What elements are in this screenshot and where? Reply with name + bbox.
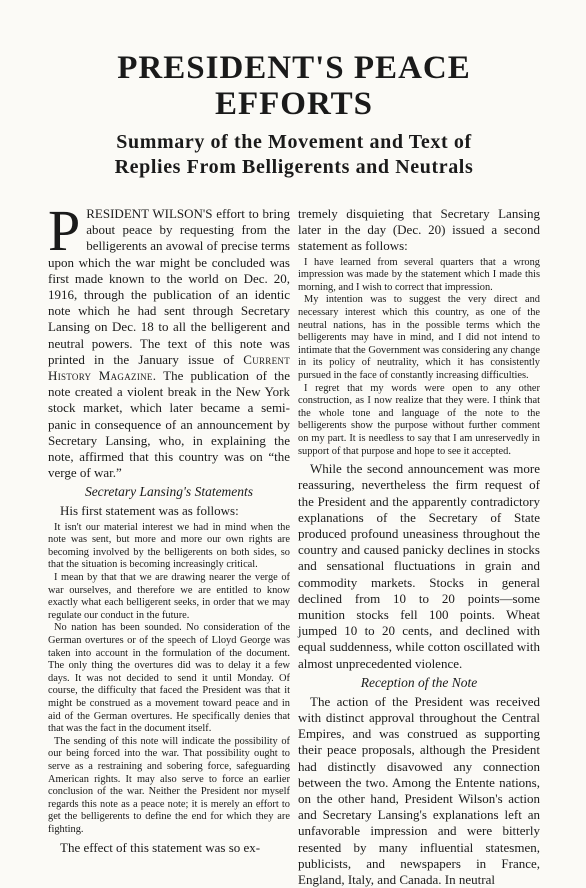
quote-paragraph-3: No nation has been sounded. No consideration of the German overtures or of the speech of Lloyd George was taken into account in the formulation of the document. The only thing the overtures did was to delay it a few days. It was not decided to send it until Monday. Of course, the difficulty that faced the President was that it might be construed as a movement toward peace and in aid of the German overtures. He specifically denies that that was the fact in the document itself. xyxy=(48,622,290,735)
article-subheadline xyxy=(48,130,540,180)
section-heading-lansing-statements: Secretary Lansing's Statements xyxy=(84,484,254,500)
subheadline-line-1: Summary of the Movement and Text of xyxy=(116,131,472,153)
market-paragraph: While the second announcement was more reassuring, nevertheless the firm request of the President and the apparently contradictory explanations of the Secretary of State produced profound uneasiness throughout the country and caused panicky declines in stocks and sensational fluctuations in grain and commodity markets. Stocks in general declined from 10 to 20 points—some munition stocks fell 100 points. Wheat jumped 10 to 20 cents, and declined with equal suddenness, while cotton oscillated with almost unprecedented violence. xyxy=(298,461,540,671)
left-column xyxy=(48,206,290,888)
quote-paragraph-6: My intention was to suggest the very direct and necessary interest which this country, as one of the neutral nations, has in the possible terms which the belligerents may have in mind, and I did not intend to intimate that the Government was considering any change in its policy of neutrality, which it has consistently pursued in the face of constantly increasing difficulties. xyxy=(298,294,540,381)
closing-paragraph: The effect of this statement was so ex- xyxy=(60,839,261,855)
intro-text-b: The publication of the note created a violent break in the New York stock market, which later became a semi-panic in consequence of an announcement by Secretary Lansing, who, in explaining the note, affirmed that this country was on “the verge of war.” xyxy=(48,368,290,481)
magazine-name: Current History Magazine. xyxy=(48,351,290,384)
section-heading-reception: Reception of the Note xyxy=(360,674,478,690)
quote-paragraph-4: The sending of this note will indicate the possibility of our being forced into the war. That possibility ought to serve as a restraining and sobering force, safeguarding American rights. It may also serve to force an earlier conclusion of the war. Neither the President nor myself regards this note as a peace note; it is merely an effort to get the belligerents to define the end for which they are fighting. xyxy=(48,735,290,835)
quote-paragraph-5: I have learned from several quarters that a wrong impression was made by the statement which I made this morning, and I wish to correct that impression. xyxy=(298,256,540,293)
quote-paragraph-2: I mean by that that we are drawing nearer the verge of war ourselves, and therefore we are entitled to know exactly what each belligerent seeks, in order that we may regulate our conduct in the future. xyxy=(48,572,290,621)
continued-paragraph: tremely disquieting that Secretary Lansing later in the day (Dec. 20) issued a second statement as follows: xyxy=(298,206,540,254)
reception-paragraph: The action of the President was received with distinct approval throughout the Central Empires, and was construed as supporting their peace proposals, although the President had distinctly disavowed any connection between the two. Among the Entente nations, on the other hand, President Wilson's action and Secretary Lansing's explanations left an unfavorable impression and were bitterly resented by many influential statesmen, publicists, and newspapers in France, England, Italy, and Canada. In neutral xyxy=(298,693,540,887)
subheadline-line-2: Replies From Belligerents and Neutrals xyxy=(114,156,474,178)
quote-paragraph-1: It isn't our material interest we had in mind when the note was sent, but more and more our own rights are becoming involved by the belligerents on both sides, so that the situation is becoming increasingly critical. xyxy=(48,521,290,571)
drop-cap: P xyxy=(48,206,81,263)
right-column xyxy=(298,206,540,888)
intro-paragraph xyxy=(48,206,290,481)
quote-paragraph-7: I regret that my words were open to any other construction, as I now realize that they were. I think that the whole tone and language of the note to the belligerents show the purpose without further comment on my part. It is needless to say that I am unreservedly in support of that purpose and hope to see it accepted. xyxy=(298,382,540,457)
article-columns xyxy=(48,206,540,888)
first-statement-intro: His first statement was as follows: xyxy=(60,503,239,519)
intro-text-a: RESIDENT WILSON'S effort to bring about peace by requesting from the belligerents an avowal of precise terms upon which the war might be concluded was first made known to the world on Dec. 20, 1916, through the publication of an identic note which he had sent through Secretary Lansing on Dec. 18 to all the belligerent and neutral powers. The text of this note was printed in the January issue of xyxy=(48,206,290,367)
article-headline: PRESIDENT'S PEACE EFFORTS xyxy=(117,50,471,122)
